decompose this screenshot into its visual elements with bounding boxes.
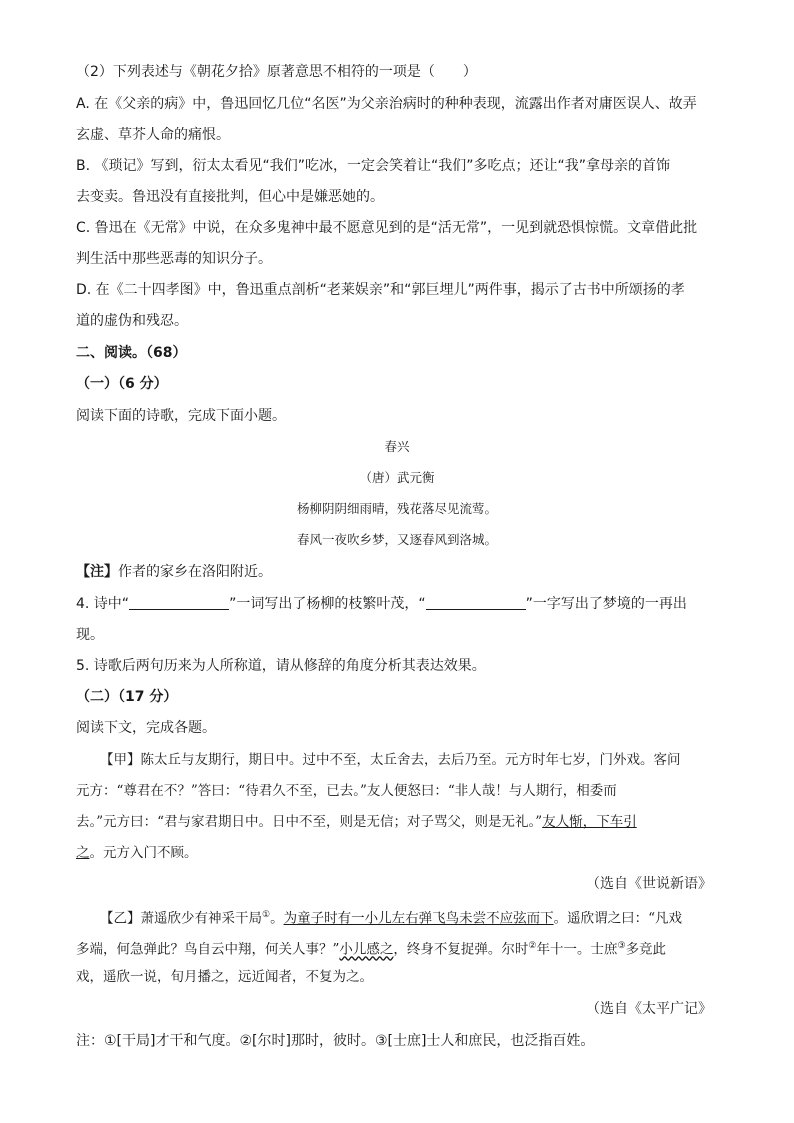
question-5: 5. 诗歌后两句历来为人所称道，请从修辞的角度分析其表达效果。 [76,658,486,674]
answer-blank-2[interactable] [426,595,526,610]
question-4-line-2: 现。 [76,627,104,643]
option-a-line-2: 玄虚、草芥人命的痛恨。 [76,127,230,143]
yi-line-2-end: 多竞此 [625,941,667,958]
passage-jia-line-1: 【甲】陈太丘与友期行，期日中。过中不至，太丘舍去，去后乃至。元方时年七岁，门外戏。客问 [100,752,681,768]
poem-note [76,562,272,582]
option-c-line-2: 判生活中那些恶毒的知识分子。 [76,251,272,267]
option-d-line-2: 道的虚伪和残忍。 [76,313,188,329]
passage-yi-notes: 注：①[干局]才干和气度。②[尔时]那时，彼时。③[士庶]士人和庶民，也泛指百姓。 [76,1033,595,1049]
jia-line-3-text: 去。”元方曰：“君与家君期日中。日中不至，则是无信；对子骂父，则是无礼。” [76,814,543,830]
jia-line-4-text: 。元方入门不顾。 [89,845,198,861]
yi-line-2-mid: ，终身不复捉弹。尔时 [393,941,529,958]
passage-yi-line-1 [100,905,682,929]
yi-line-1-punct: 。 [270,910,284,927]
question-4-line-1 [76,594,687,614]
note-label: 【注】 [76,564,118,580]
yi-underlined-sentence: 为童子时有一小儿左右弹飞鸟未尝不应弦而下 [283,910,554,927]
passage-jia-line-2: 元方：“尊君在不？”答曰：“待君久不至，已去。”友人便怒曰：“非人哉！与人期行，相委而 [76,783,617,799]
yi-line-1-start: 【乙】萧遥欣少有神采干局 [100,910,262,927]
option-a-line-1: A. 在《父亲的病》中，鲁迅回忆几位“名医”为父亲治病时的种种表现，流露出作者对庸医误人、故弄 [76,96,697,112]
passage-jia-line-4 [76,843,198,863]
source-shishuoxinyu: （选自《世说新语》 [586,876,712,892]
answer-blank-1[interactable] [129,595,229,610]
poem-line-2: 春风一夜吹乡梦，又逐春风到洛城。 [296,532,497,547]
section-2-title: 二、阅读。（68） [76,345,187,361]
question-2-stem: （2）下列表述与《朝花夕拾》原著意思不相符的一项是（ ） [76,64,477,80]
passage-jia-line-3 [76,812,637,832]
q4-end: ”一字写出了梦境的一再出 [525,596,687,612]
footnote-mark-3: ③ [617,941,626,951]
source-taipingguangji: （选自《太平广记》 [586,1001,712,1017]
jia-underlined-sentence: 友人惭，下车引 [542,814,637,830]
yi-line-2-mid2: 年十一。士庶 [536,941,618,958]
option-b-line-1: B. 《琐记》写到，衍太太看见“我们”吃冰，一定会笑着让“我们”多吃点；还让“我”拿母亲的首饰 [76,158,671,174]
yi-line-1-end: 。遥欣谓之曰：“凡戏 [553,910,682,927]
yi-line-2-start: 多端，何急弹此？鸟自云中翔，何关人事？” [76,941,340,958]
option-b-line-2: 去变卖。鲁迅没有直接批判，但心中是嫌恶她的。 [76,189,384,205]
passage-yi-line-2 [76,936,666,960]
jia-underlined-end: 之 [76,845,90,861]
part-1-instruction: 阅读下面的诗歌，完成下面小题。 [76,408,286,424]
passage-yi-line-3: 戏，遥欣一说，旬月播之，远近闻者，不复为之。 [76,969,373,985]
option-c-line-1: C. 鲁迅在《无常》中说，在众多鬼神中最不愿意见到的是“活无常”，一见到就恐惧惊慌。文章借此批 [76,220,698,236]
part-1-title: （一）（6 分） [76,376,168,392]
q4-mid: ”一词写出了杨柳的枝繁叶茂，“ [229,596,426,612]
q4-prefix: 4. 诗中“ [76,596,130,612]
option-d-line-1: D. 在《二十四孝图》中，鲁迅重点剖析“老莱娱亲”和“郭巨埋儿”两件事，揭示了古书中所颂扬的孝 [76,282,685,298]
poem-title: 春兴 [384,439,410,454]
footnote-mark-2: ② [528,941,537,951]
footnote-mark-1: ① [262,910,271,920]
note-text: 作者的家乡在洛阳附近。 [118,564,272,580]
part-2-title: （二）（17 分） [76,689,178,705]
yi-wavy-underlined-phrase: 小儿感之 [339,941,394,958]
poem-author: （唐）武元衡 [359,470,435,485]
part-2-instruction: 阅读下文，完成各题。 [76,720,216,736]
poem-line-1: 杨柳阴阴细雨晴，残花落尽见流莺。 [296,501,497,516]
